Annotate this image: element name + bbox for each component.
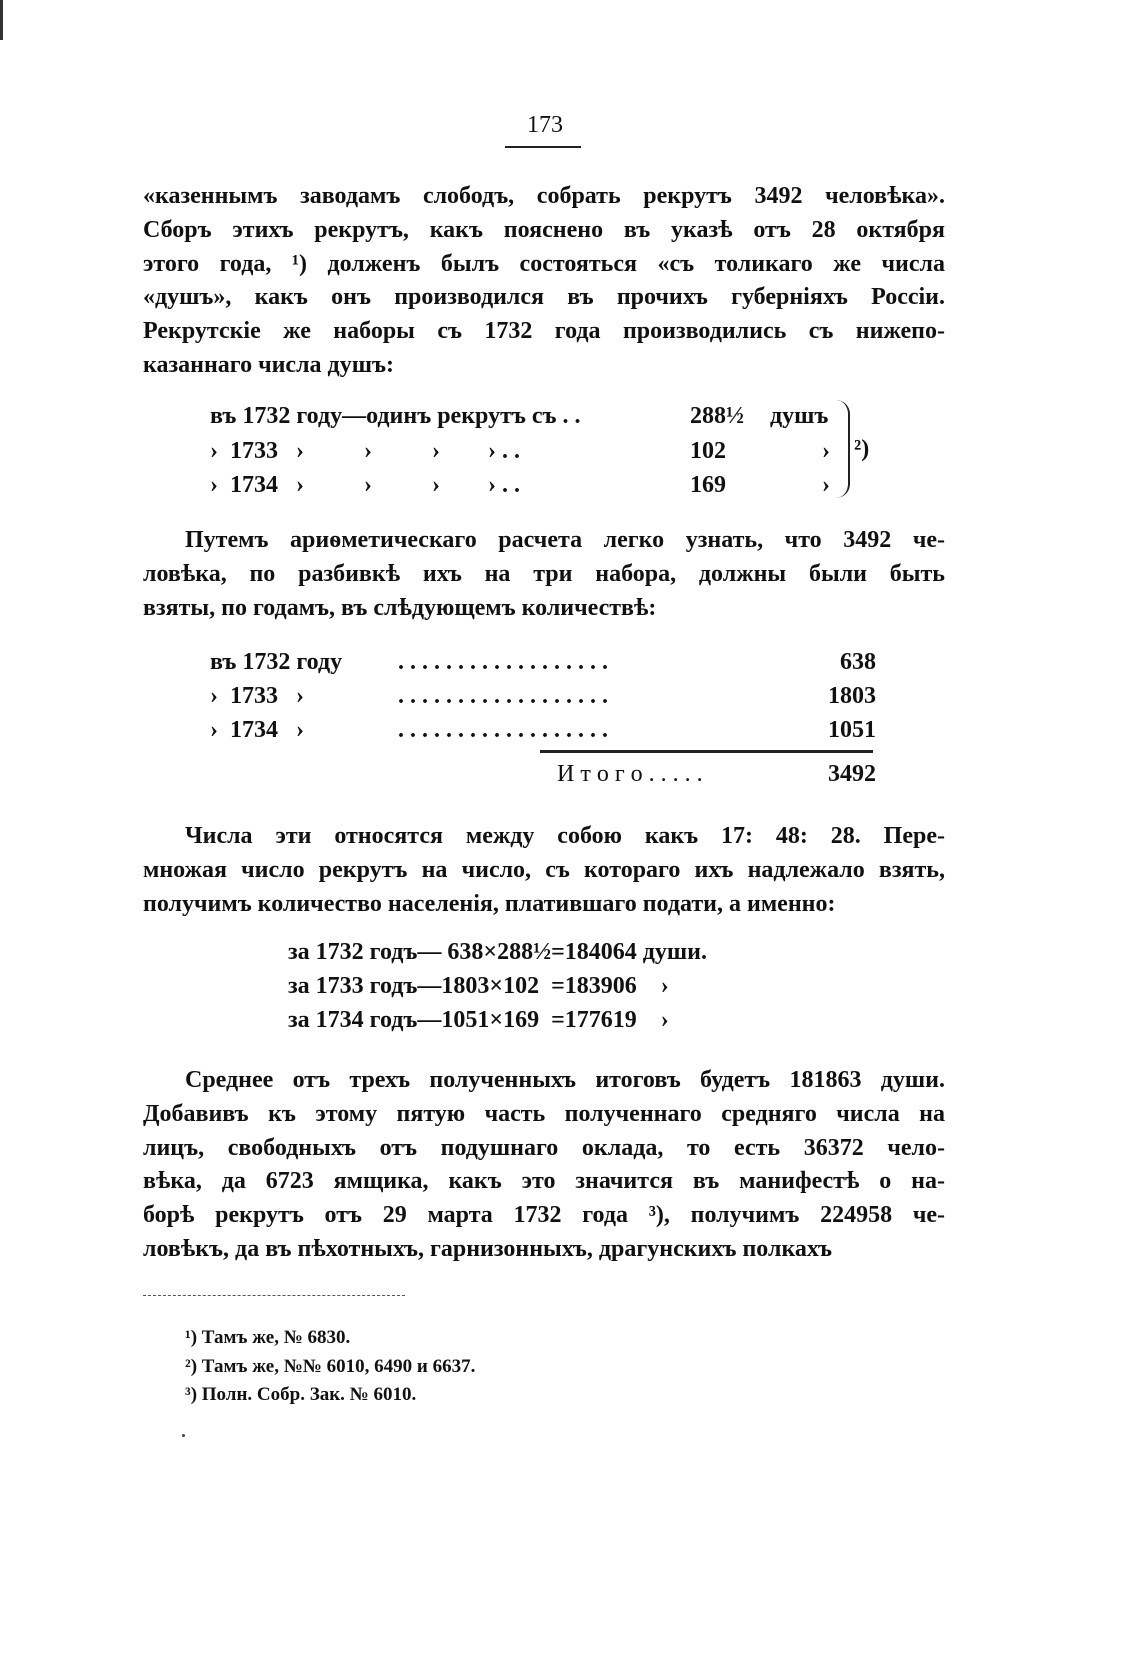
recruits-value: 1051 — [828, 717, 876, 743]
paragraph-line: ловѣкъ, да въ пѣхотныхъ, гарнизонныхъ, драгунскихъ полкахъ — [143, 1236, 832, 1262]
paragraph-line: «душъ», какъ онъ производился въ прочихъ губерніяхъ Россіи. — [143, 284, 945, 311]
dot-leader: . . . . . . . . . . . . . . . . . . — [398, 649, 608, 675]
total-value: 3492 — [828, 761, 876, 787]
rate-unit: › — [822, 472, 830, 498]
population-row: за 1732 годъ— 638×288½=184064 души. — [288, 939, 707, 965]
rate-label: › 1733 › › › › . . — [210, 437, 520, 464]
paragraph-line: борѣ рекрутъ отъ 29 марта 1732 года ³), получимъ 224958 че- — [143, 1202, 945, 1229]
paragraph-line: вѣка, да 6723 ямщика, какъ это значится въ манифестѣ о на- — [143, 1168, 945, 1195]
scan-edge — [0, 0, 3, 40]
footnote: ²) Тамъ же, №№ 6010, 6490 и 6637. — [185, 1355, 476, 1377]
paragraph-line: Добавивъ къ этому пятую часть полученнаго средняго числа на — [143, 1100, 945, 1127]
paragraph-line: Путемъ ариѳметическаго расчета легко узнать, что 3492 че- — [185, 527, 945, 553]
rate-label: въ 1732 году—одинъ рекрутъ съ . . — [210, 403, 581, 429]
sum-rule — [540, 750, 873, 753]
recruits-year: › 1734 › — [210, 717, 304, 743]
paragraph-line: казаннаго числа душъ: — [143, 352, 394, 378]
total-label: И т о г о . . . . . — [557, 761, 703, 787]
paragraph-line: лицъ, свободныхъ отъ подушнаго оклада, то есть 36372 чело- — [143, 1134, 945, 1161]
population-row: за 1734 годъ—1051×169 =177619 › — [288, 1007, 669, 1033]
footnote: ³) Полн. Собр. Зак. № 6010. — [185, 1384, 417, 1405]
paragraph-line: «казеннымъ заводамъ слободъ, собрать рекрутъ 3492 человѣка». — [143, 183, 945, 209]
dot-leader: . . . . . . . . . . . . . . . . . . — [398, 683, 608, 709]
population-row: за 1733 годъ—1803×102 =183906 › — [288, 973, 669, 999]
recruits-value: 1803 — [828, 683, 876, 709]
page-number: 173 — [527, 112, 563, 138]
recruits-year: › 1733 › — [210, 683, 304, 709]
rate-value: 288½ — [690, 403, 744, 429]
rate-unit: › — [822, 437, 830, 464]
paragraph-line: Сборъ этихъ рекрутъ, какъ пояснено въ указѣ отъ 28 октября — [143, 216, 945, 243]
dot-leader: . . . . . . . . . . . . . . . . . . — [398, 717, 608, 743]
footnote: ¹) Тамъ же, № 6830. — [185, 1327, 351, 1348]
rate-value: 102 — [690, 437, 726, 464]
paragraph-line: этого года, ¹) долженъ былъ состояться «съ толикаго же числа — [143, 250, 945, 277]
paragraph-line: Числа эти относятся между собою какъ 17: 48: 28. Пере- — [185, 823, 945, 849]
recruits-year: въ 1732 году — [210, 649, 343, 675]
rate-label: › 1734 › › › › . . — [210, 472, 520, 498]
paragraph-line: Среднее отъ трехъ полученныхъ итоговъ будетъ 181863 души. — [185, 1067, 945, 1093]
recruits-value: 638 — [840, 649, 876, 675]
rate-unit: душъ — [770, 403, 829, 429]
paragraph-line: множая число рекрутъ на число, съ котораго ихъ надлежало взять, — [143, 856, 945, 883]
footnote-rule — [143, 1295, 405, 1296]
right-brace — [836, 400, 850, 498]
page-number-rule — [505, 146, 581, 148]
paragraph-line: взяты, по годамъ, въ слѣдующемъ количествѣ: — [143, 594, 657, 621]
footnote-ref: ²) — [854, 436, 870, 462]
paragraph-line: Рекрутскіе же наборы съ 1732 года производились съ нижепо- — [143, 318, 945, 345]
rate-value: 169 — [690, 472, 726, 498]
paragraph-line: ловѣка, по разбивкѣ ихъ на три набора, должны были быть — [143, 560, 945, 587]
speck — [182, 1434, 185, 1437]
paragraph-line: получимъ количество населенія, платившаго подати, а именно: — [143, 890, 836, 917]
